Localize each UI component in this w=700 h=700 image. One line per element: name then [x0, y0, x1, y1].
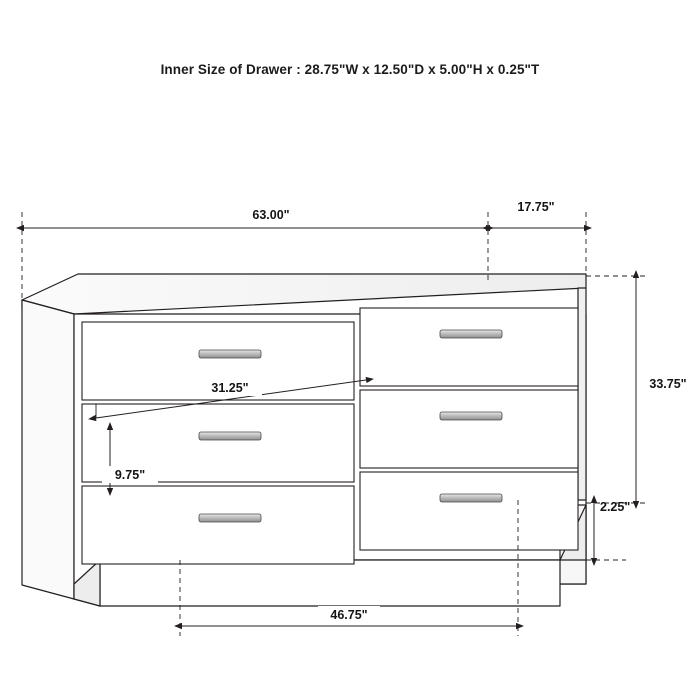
dim-label-drawer-width: 31.25" [211, 381, 249, 395]
dim-label-base-width: 46.75" [330, 608, 368, 622]
drawer-front[interactable] [360, 390, 578, 468]
drawer-handle[interactable] [199, 432, 261, 440]
drawer-front[interactable] [82, 486, 354, 564]
dim-label-width: 63.00" [252, 208, 290, 222]
drawer-handle[interactable] [199, 350, 261, 358]
drawer-handle[interactable] [199, 514, 261, 522]
dresser-left-side-panel [22, 300, 74, 599]
dim-label-drawer-height: 9.75" [114, 468, 146, 482]
drawer-fronts [82, 308, 578, 564]
drawer-handle[interactable] [440, 330, 502, 338]
drawer-front[interactable] [360, 472, 578, 550]
page-title: Inner Size of Drawer : 28.75"W x 12.50"D x 5.00"H x 0.25"T [160, 62, 540, 77]
dresser-right-edge [578, 288, 586, 500]
dim-label-height: 33.75" [649, 377, 687, 391]
dim-label-depth: 17.75" [517, 200, 555, 214]
dim-label-plinth: 2.25" [600, 500, 631, 514]
dresser-plinth-front [100, 560, 560, 606]
drawer-front[interactable] [360, 308, 578, 386]
drawer-handle[interactable] [440, 494, 502, 502]
drawer-handle[interactable] [440, 412, 502, 420]
